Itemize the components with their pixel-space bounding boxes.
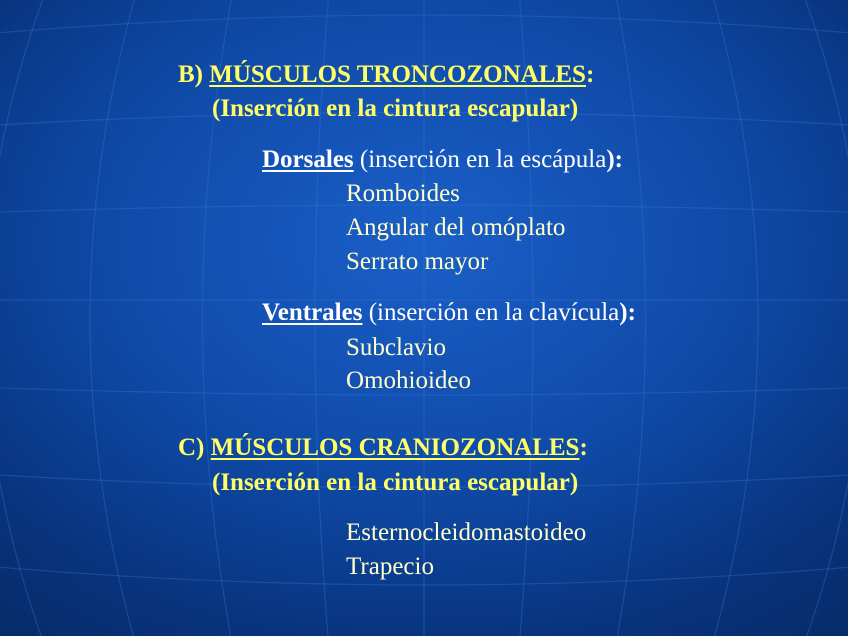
- dorsales-item: Romboides: [346, 180, 460, 207]
- section-b-title: MÚSCULOS TRONCOZONALES: [209, 61, 586, 88]
- dorsales-label: Dorsales: [262, 146, 354, 173]
- section-b-subtitle: (Inserción en la cintura escapular): [212, 95, 579, 122]
- dorsales-end: ):: [606, 146, 623, 173]
- ventrales-heading: [262, 300, 636, 325]
- section-c-subtitle: (Inserción en la cintura escapular): [212, 469, 579, 496]
- section-c-title: MÚSCULOS CRANIOZONALES: [210, 434, 580, 461]
- section-c-prefix: C): [178, 434, 205, 461]
- dorsales-item: Serrato mayor: [346, 248, 489, 275]
- section-c-item: Trapecio: [346, 553, 434, 580]
- dorsales-heading: [262, 147, 623, 172]
- dorsales-item: Angular del omóplato: [346, 214, 566, 241]
- ventrales-end: ):: [619, 299, 636, 326]
- section-c-colon: :: [579, 434, 588, 461]
- dorsales-detail: (inserción en la escápula: [359, 146, 607, 173]
- ventrales-item: Subclavio: [346, 334, 446, 361]
- section-b-heading: [178, 62, 594, 87]
- ventrales-detail: (inserción en la clavícula: [368, 299, 620, 326]
- section-c-heading: [178, 435, 588, 460]
- ventrales-label: Ventrales: [262, 299, 363, 326]
- ventrales-item: Omohioideo: [346, 367, 471, 394]
- section-b-colon: :: [585, 61, 595, 88]
- section-c-item: Esternocleidomastoideo: [346, 519, 587, 546]
- section-b-prefix: B): [178, 61, 203, 88]
